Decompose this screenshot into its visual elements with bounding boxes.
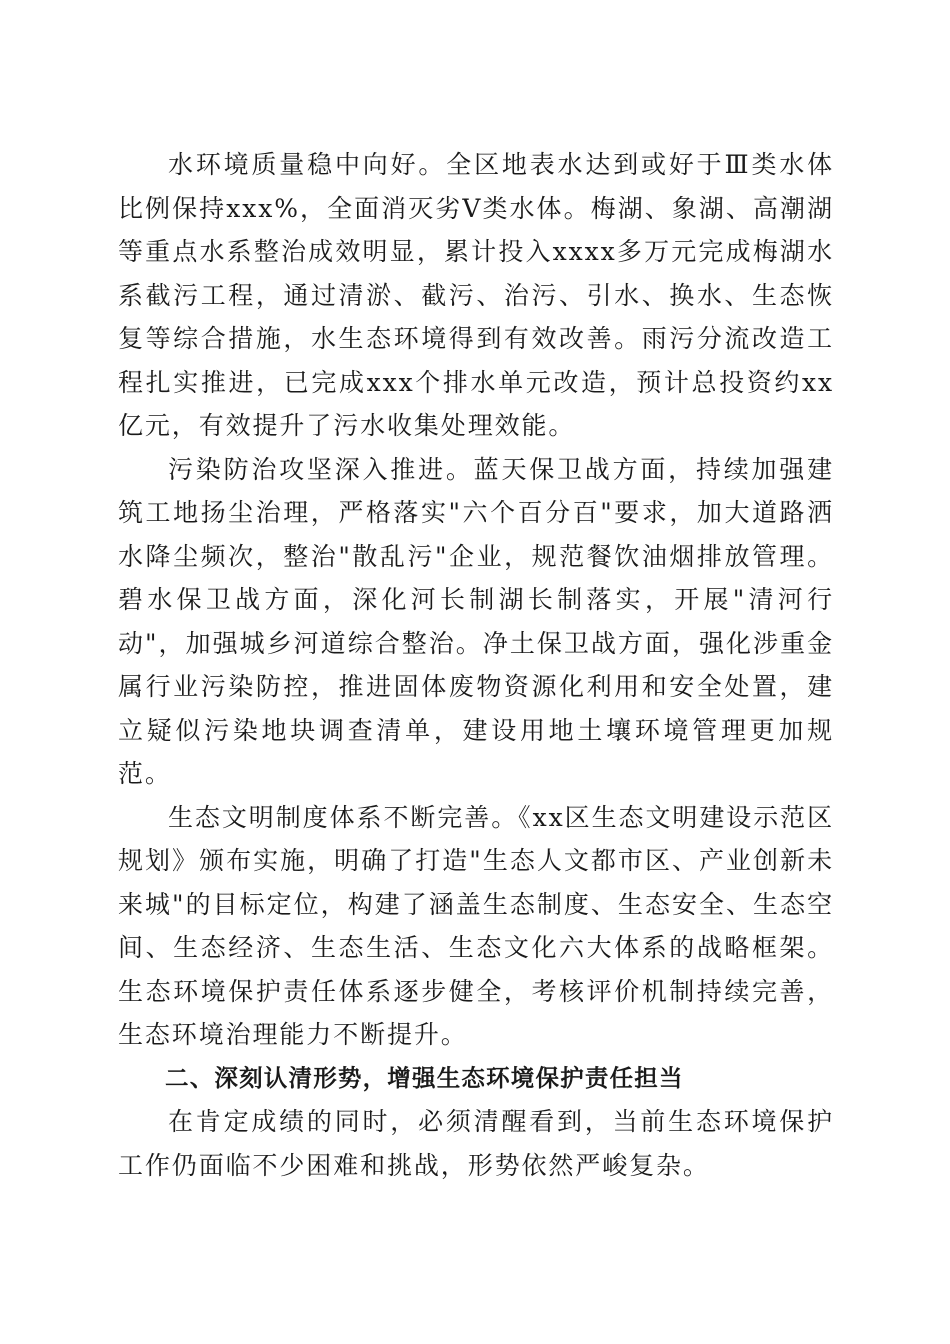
paragraph-ecological-system: 生态文明制度体系不断完善。《xx区生态文明建设示范区规划》颁布实施，明确了打造"生态人文都市区、产业创新未来城"的目标定位，构建了涵盖生态制度、生态安全、生态空间、生态经济、生态生活、生态文化六大体系的战略框架。生态环境保护责任体系逐步健全，考核评价机制持续完善，生态环境治理能力不断提升。 (118, 802, 834, 1049)
paragraph-closing: 在肯定成绩的同时，必须清醒看到，当前生态环境保护工作仍面临不少困难和挑战，形势依然严峻复杂。 (118, 1107, 834, 1180)
paragraph-pollution-control: 污染防治攻坚深入推进。蓝天保卫战方面，持续加强建筑工地扬尘治理，严格落实"六个百分百"要求，加大道路洒水降尘频次，整治"散乱污"企业，规范餐饮油烟排放管理。碧水保卫战方面，深化河长制湖长制落实，开展"清河行动"，加强城乡河道综合整治。净土保卫战方面，强化涉重金属行业污染防控，推进固体废物资源化利用和安全处置，建立疑似污染地块调查清单，建设用地土壤环境管理更加规范。 (118, 454, 834, 788)
paragraph-water-environment: 水环境质量稳中向好。全区地表水达到或好于Ⅲ类水体比例保持xxx%，全面消灭劣Ⅴ类水体。梅湖、象湖、高潮湖等重点水系整治成效明显，累计投入xxxx多万元完成梅湖水系截污工程，通过清淤、截污、治污、引水、换水、生态恢复等综合措施，水生态环境得到有效改善。雨污分流改造工程扎实推进，已完成xxx个排水单元改造，预计总投资约xx亿元，有效提升了污水收集处理效能。 (118, 150, 834, 440)
section-heading: 二、深刻认清形势，增强生态环境保护责任担当 (165, 1063, 684, 1092)
document-body (118, 143, 834, 1187)
